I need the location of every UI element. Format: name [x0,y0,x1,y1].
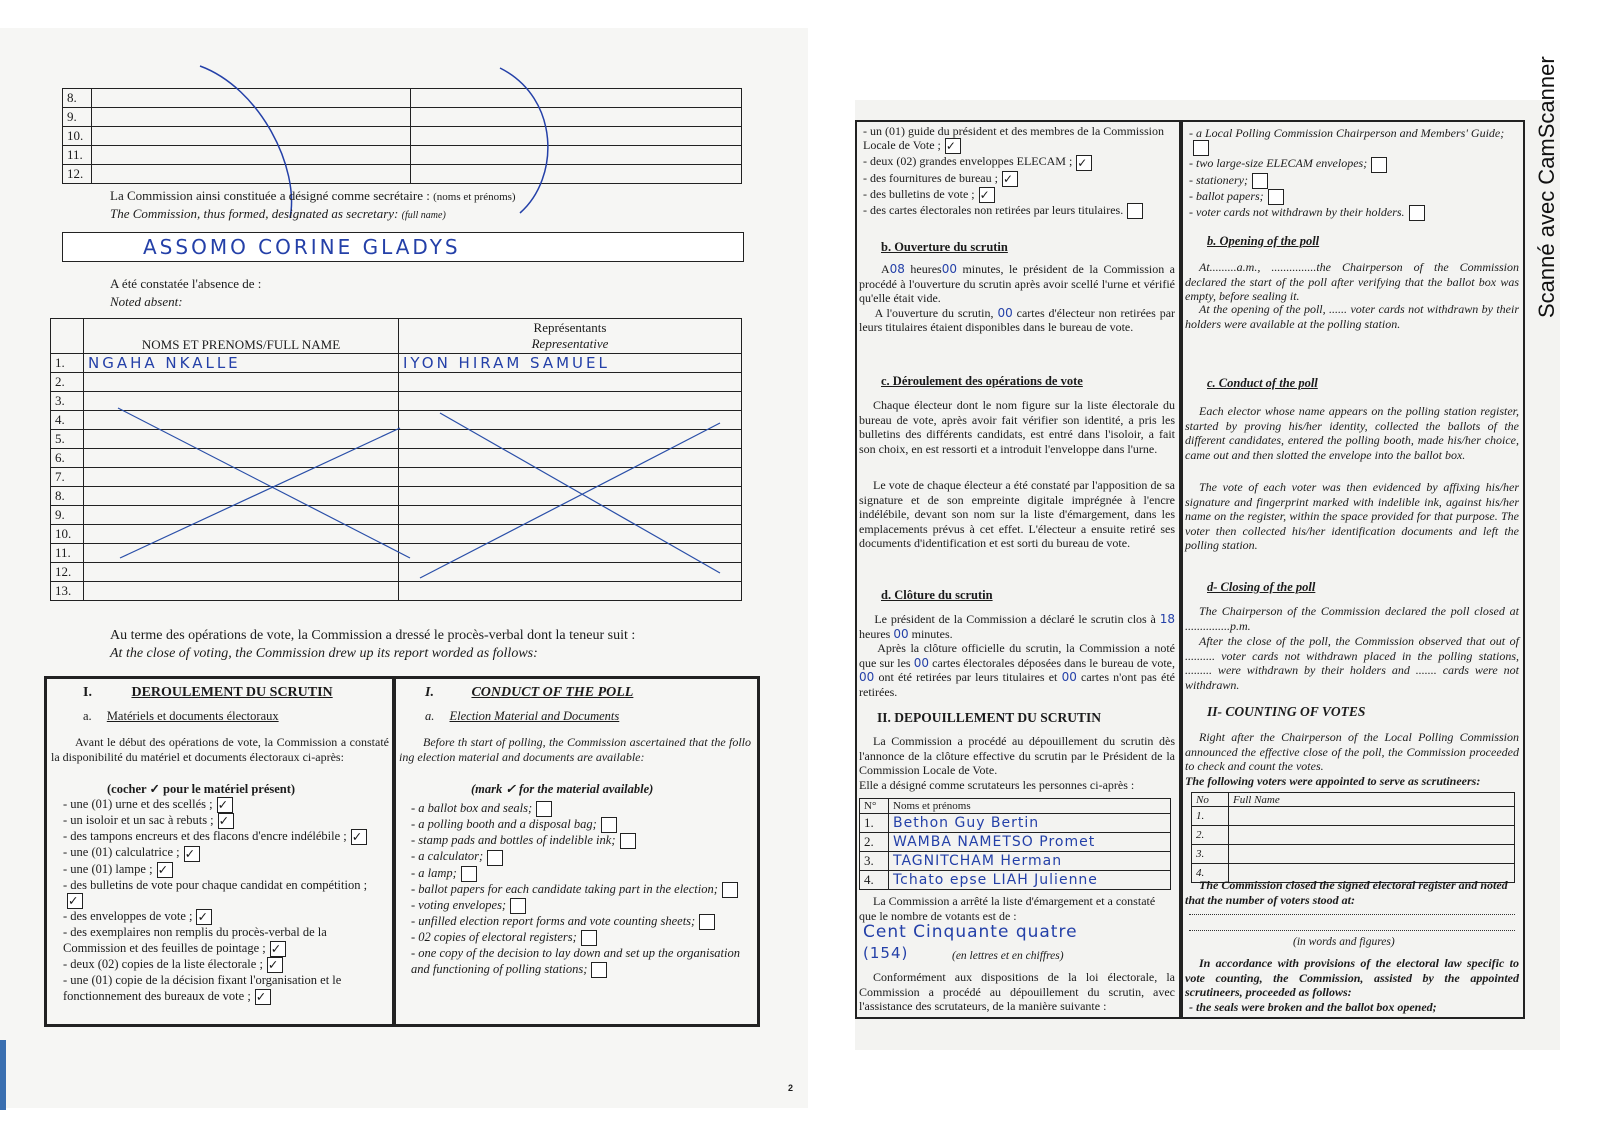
row-number: 11. [63,146,92,165]
row-number: 1. [1192,807,1229,826]
closing-title-fr: d. Clôture du scrutin [881,588,993,602]
table-header-row [1192,793,1515,807]
opening-cards[interactable]: 00 [997,305,1013,320]
voters-note-en: (in words and figures) [1293,936,1395,948]
section-1-en-intro: Before th start of polling, the Commission ascertained that the follo ing election material and documents are available: [399,735,751,764]
absent-strike-crosses [0,28,808,648]
absent-rep[interactable]: IYON HIRAM SAMUEL [399,354,742,373]
table-row [1192,826,1515,845]
list-item: - des enveloppes de vote ; ✓ [63,909,387,925]
conduct-p1-fr: Chaque électeur dont le nom figure sur la liste électorale du bureau de vote, après avoir fait vérifier son identité, a pris les bulletins des différents candidats, est entré dans l'isoloir, a fait son choix, en est ressorti et a introduit l'enveloppe dans l'urne. [859,398,1175,456]
table-row [1192,807,1515,826]
closing-text-fr: Le président de la Commission a déclaré le scrutin clos à 18 heures 00 minutes. Après la clôture officielle du scrutin, la Commission a noté que sur les 00 cartes électorales déposées dans le bureau de vote, 00 ont été retirées par leurs titulaires et 00 cartes n'ont pas été retirées. [859,612,1176,699]
closing-hour[interactable]: 18 [1159,612,1176,626]
list-item: - a calculator; [411,849,751,865]
checkbox-checked[interactable]: ✓ [351,829,367,845]
conduct-p1-en: Each elector whose name appears on the polling station register, started by proving his/her identity, collected the ballots of the different candidates, entered the polling booth, made his/her choice, came out and then slotted the envelope into the ballot box. [1185,404,1519,462]
checkbox[interactable] [536,801,552,817]
counting-p5-en: - the seals were broken and the ballot box opened; [1189,1000,1437,1014]
opening-minutes[interactable]: 00 [941,262,957,276]
watermark-text: Scanné avec CamScanner [1534,56,1559,318]
row-number: 9. [63,108,92,127]
checkbox[interactable] [591,962,607,978]
checkbox[interactable] [487,850,503,866]
left-page [0,28,808,1108]
checkbox[interactable] [1268,189,1284,205]
list-item: - une (01) urne et des scellés ; ✓ [63,797,387,813]
list-item: - a Local Polling Commission Chairperson and Members' Guide; [1189,126,1519,156]
checkbox-checked[interactable]: ✓ [157,862,173,878]
voters-label-fr: La Commission a arrêté la liste d'émargement et a constaté que le nombre de votants est de : [859,894,1156,923]
list-item: - un (01) guide du président et des membres de la Commission Locale de Vote ; ✓ [863,124,1164,154]
list-item: - une (01) copie de la décision fixant l'organisation et le fonctionnement des bureaux de vote ; ✓ [63,973,342,1004]
list-item: - ballot papers for each candidate taking part in the election; [411,882,751,898]
opening-hour[interactable]: 08 [889,262,905,276]
counting-p1-fr: La Commission a procédé au dépouillement du scrutin dès l'annonce de la clôture effective du scrutin par le Président de la Commission Locale de Vote. [859,734,1175,777]
checkbox-checked[interactable]: ✓ [267,957,283,973]
list-item: - ballot papers; [1189,189,1519,205]
list-item: - a ballot box and seals; [411,801,751,817]
conduct-p2-fr: Le vote de chaque électeur a été constaté par l'apposition de sa signature et de son empreinte digitale imprégnée à l'encre indélébile, devant son nom sur la liste d'émargement, dans les emplacements prévus à cet effet. L'électeur a ensuite retiré ses documents d'identification et est sorti du bureau de vote. [859,478,1175,550]
list-item: - une (01) lampe ; ✓ [63,862,387,878]
absent-name[interactable]: NGAHA NKALLE [84,354,399,373]
voters-label-en: The Commission closed the signed electoral register and noted that the number of voters stood at: [1185,878,1508,907]
secretary-value: ASSOMO CORINE GLADYS [143,235,461,259]
closing-title-en: d- Closing of the poll [1207,580,1316,594]
right-en-checklist [1189,126,1519,221]
col-header-rep-fr: Représentants [533,320,607,335]
section-1-fr-subheading: a. Matériels et documents électoraux [83,709,279,723]
list-item: - two large-size ELECAM envelopes; [1189,156,1519,172]
conduct-p2-en: The vote of each voter was then evidenced by affixing his/her signature and fingerprint marked with indelible ink, against his/her name on the register, within the space provided for that purpose. The voter then collected his/her identification documents and left the polling station. [1185,480,1519,552]
row-number: 12. [51,563,84,582]
opening-p2-en: At the opening of the poll, ...... voter cards not withdrawn by their holders were available at the polling station. [1185,302,1519,331]
col-header-name: Full Name [1229,793,1515,807]
cards-not-withdrawn[interactable]: 00 [1061,670,1077,684]
scrutineers-table-en [1191,792,1515,883]
list-item: - des exemplaires non remplis du procès-verbal de la Commission et des feuilles de pointage ; ✓ [63,925,327,956]
voters-count-words[interactable]: Cent Cinquante quatre [863,922,1078,942]
section-1-fr-checklist [63,797,387,1005]
cards-deposited[interactable]: 00 [913,655,930,670]
voters-note-fr: (en lettres et en chiffres) [952,950,1064,962]
voters-line-2 [1189,930,1515,931]
list-item: - des bulletins de vote pour chaque candidat en compétition ;✓ [63,877,368,909]
checkbox[interactable] [620,833,636,849]
closing-p1-en: The Chairperson of the Commission declared the poll closed at ...............p.m. [1185,604,1519,633]
checkbox-checked[interactable]: ✓ [217,797,233,813]
col-header-number: N° [860,799,889,814]
absent-label-fr: A été constatée l'absence de : [110,276,262,291]
absent-label-en: Noted absent: [110,294,183,309]
checkbox-checked[interactable]: ✓ [255,989,271,1005]
row-number: 2. [1192,826,1229,845]
section-1-fr-heading: I. DEROULEMENT DU SCRUTIN [83,685,333,700]
table-row [860,871,1171,890]
counting-p4-en: In accordance with provisions of the electoral law specific to vote counting, the Commission, assisted by the appointed scrutineers, proceeded as follows: [1185,956,1519,999]
checkbox[interactable] [1127,203,1143,219]
secretary-label-en: The Commission, thus formed, designated as secretary: (full name) [110,206,446,221]
row-number: 3. [1192,845,1229,864]
row-number: 5. [51,430,84,449]
counting-title-fr: II. DEPOUILLEMENT DU SCRUTIN [877,710,1102,725]
right-page [855,100,1560,1050]
checkbox[interactable] [1371,157,1387,173]
checkbox-checked[interactable]: ✓ [945,138,961,154]
checkbox-checked[interactable]: ✓ [1002,171,1018,187]
section-1-fr-instruction: (cocher ✓ pour le matériel présent) [107,782,296,796]
list-item: - a lamp; [411,866,751,882]
checkbox[interactable] [1193,140,1209,156]
section-1-en-instruction: (mark ✓ for the material available) [471,782,654,796]
list-item: - des bulletins de vote ; ✓ [863,187,1175,203]
row-number: 13. [51,582,84,601]
list-item: - une (01) calculatrice ; ✓ [63,845,387,861]
list-item: - stationery; [1189,173,1519,189]
opening-text-fr: A08 heures00 minutes, le président de la Commission a procédé à l'ouverture du scrutin après avoir scellé l'urne et vérifié qu'elle était vide. A l'ouverture du scrutin, 00 cartes d'électeur non retirées par leurs titulaires étaient disponibles dans le bureau de vote. [859,262,1176,334]
secretary-label-fr: La Commission ainsi constituée a désigné comme secrétaire : (noms et prénoms) [110,188,516,203]
checkbox[interactable] [581,930,597,946]
counting-p4-fr: Conformément aux dispositions de la loi électorale, la Commission a procédé au dépouillement du scrutin, avec l'assistance des scrutateurs, de la manière suivante : [859,970,1175,1013]
scrutineer-name[interactable]: WAMBA NAMETSO Promet [889,833,1171,852]
row-number: 12. [63,165,92,184]
list-item: - des fournitures de bureau ; ✓ [863,171,1175,187]
col-header-number: No [1192,793,1229,807]
scrutineer-name[interactable]: TAGNITCHAM Herman [889,852,1171,871]
scrutineer-name[interactable]: Tchato epse LIAH Julienne [889,871,1171,890]
list-item: - des tampons encreurs et des flacons d'encre indélébile ; ✓ [63,829,387,845]
list-item: - des cartes électorales non retirées par leurs titulaires. [863,203,1175,219]
row-number: 3. [860,852,889,871]
scrutineer-name[interactable]: Bethon Guy Bertin [889,814,1171,833]
checkbox[interactable] [510,898,526,914]
checkbox-checked[interactable]: ✓ [196,909,212,925]
right-fr-column [855,120,1181,1019]
checkbox[interactable] [1409,205,1425,221]
col-header-rep-en: Representative [531,336,609,351]
list-item: - a polling booth and a disposal bag; [411,817,751,833]
voters-line-1 [1189,914,1515,915]
row-number: 4. [51,411,84,430]
row-number: 11. [51,544,84,563]
right-fr-checklist [863,124,1175,219]
checkbox[interactable] [722,882,738,898]
checkbox-checked[interactable]: ✓ [1076,155,1092,171]
section-1-fr-intro: Avant le début des opérations de vote, la Commission a constaté la disponibilité du matériel et documents électoraux ci-après: [51,735,389,764]
row-number: 2. [860,833,889,852]
table-header-row [860,799,1171,814]
report-intro-fr: Au terme des opérations de vote, la Commission a dressé le procès-verbal dont la teneur suit : [110,628,636,643]
list-item: - 02 copies of electoral registers; [411,930,751,946]
camscanner-watermark [1526,28,1566,328]
checkbox[interactable] [1252,173,1268,189]
checkbox-checked[interactable]: ✓ [218,813,234,829]
checkbox-checked[interactable]: ✓ [67,893,83,909]
row-number: 10. [51,525,84,544]
checkbox-checked[interactable]: ✓ [270,941,286,957]
row-number: 6. [51,449,84,468]
right-en-column [1181,120,1525,1019]
table-row [1192,845,1515,864]
closing-minutes[interactable]: 00 [893,626,909,641]
row-number: 1. [51,354,84,373]
checkbox-checked[interactable]: ✓ [184,846,200,862]
conduct-title-en: c. Conduct of the poll [1207,376,1318,390]
row-number: 4. [1192,864,1229,883]
scan-edge-mark [0,1040,6,1110]
row-number: 4. [860,871,889,890]
counting-p2-fr: Elle a désigné comme scrutateurs les personnes ci-après : [859,778,1135,792]
report-intro-en: At the close of voting, the Commission drew up its report worded as follows: [110,646,538,661]
row-number: 7. [51,468,84,487]
section-1-en-box [392,676,760,1027]
list-item: - unfilled election report forms and vote counting sheets; [411,914,751,930]
conduct-title-fr: c. Déroulement des opérations de vote [881,374,1083,388]
opening-p1-en: At.........a.m., ...............the Chairperson of the Commission declared the start of the poll after verifying that the ballot box was empty, before sealing it. [1185,260,1519,303]
section-1-en-subheading: a. Election Material and Documents [425,709,620,723]
table-row [860,814,1171,833]
row-number: 3. [51,392,84,411]
row-number: 8. [63,89,92,108]
row-number: 9. [51,506,84,525]
list-item: - deux (02) grandes enveloppes ELECAM ; ✓ [863,154,1175,170]
opening-title-en: b. Opening of the poll [1207,234,1320,248]
col-header-name: NOMS ET PRENOMS/FULL NAME [84,319,399,354]
checkbox-checked[interactable]: ✓ [979,187,995,203]
checkbox[interactable] [461,866,477,882]
section-1-en-heading: I. CONDUCT OF THE POLL [425,685,634,700]
section-1-fr-box [44,676,396,1027]
row-number: 2. [51,373,84,392]
scrutineers-table-fr [859,798,1171,890]
counting-p2-en: The following voters were appointed to serve as scrutineers: [1185,774,1481,788]
cards-withdrawn[interactable]: 00 [859,670,875,684]
list-item: - voter cards not withdrawn by their holders. [1189,205,1519,221]
list-item: - un isoloir et un sac à rebuts ; ✓ [63,813,387,829]
list-item: - deux (02) copies de la liste électorale ; ✓ [63,957,387,973]
page-number: 2 [788,1083,794,1093]
voters-count-figures[interactable]: (154) [863,944,909,962]
list-item: - one copy of the decision to lay down and set up the organisation and functioning of polling stations; [411,946,751,978]
counting-title-en: II- COUNTING OF VOTES [1207,704,1366,719]
checkbox[interactable] [699,914,715,930]
list-item: - voting envelopes; [411,898,751,914]
section-1-en-checklist [411,801,751,978]
counting-p1-en: Right after the Chairperson of the Local Polling Commission announced the effective close of the poll, the Commission proceeded to check and count the votes. [1185,730,1519,773]
row-number: 10. [63,127,92,146]
col-header-name: Noms et prénoms [889,799,1171,814]
list-item: - stamp pads and bottles of indelible ink; [411,833,751,849]
opening-title-fr: b. Ouverture du scrutin [881,240,1008,254]
table-row [860,852,1171,871]
table-row [860,833,1171,852]
closing-p2-en: After the close of the poll, the Commission observed that out of .......... voter cards not withdrawn placed in the polling stations, ......... were withdrawn by their holders and ....... cards were not withdrawn. [1185,634,1519,692]
checkbox[interactable] [601,817,617,833]
row-number: 8. [51,487,84,506]
row-number: 1. [860,814,889,833]
